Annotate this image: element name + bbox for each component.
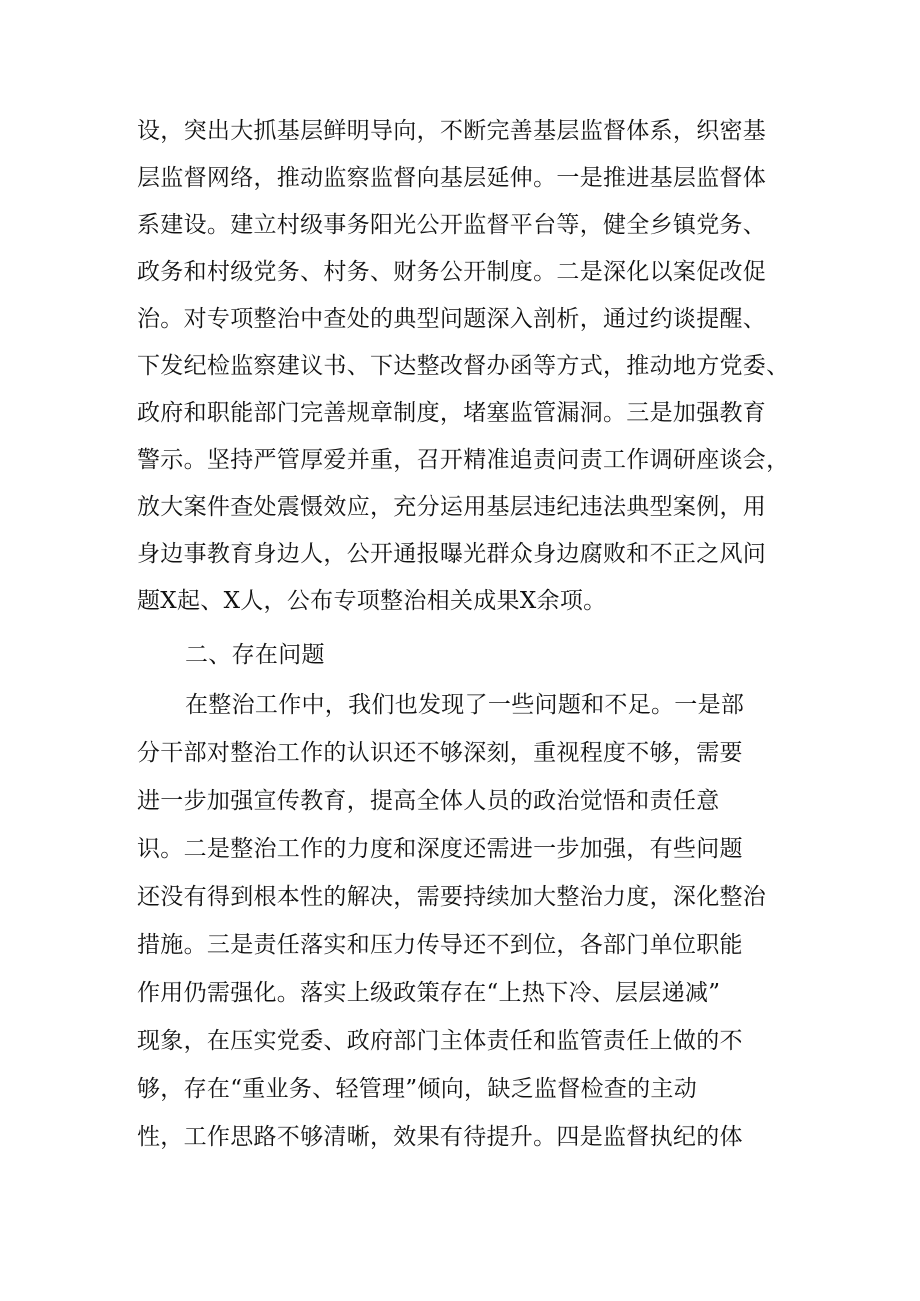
paragraph-2-line-1: 在整治工作中，我们也发现了一些问题和不足。一是部 bbox=[185, 692, 745, 718]
paragraph-2-line-2: 分干部对整治工作的认识还不够深刻，重视程度不够，需要 bbox=[137, 740, 743, 766]
section-heading: 二、存在问题 bbox=[185, 642, 325, 668]
paragraph-1-line-6: 下发纪检监察建议书、下达整改督办函等方式，推动地方党委、 bbox=[137, 353, 790, 379]
paragraph-1-line-4: 政务和村级党务、村务、财务公开制度。二是深化以案促改促 bbox=[137, 259, 767, 285]
paragraph-1-line-9: 放大案件查处震慑效应，充分运用基层违纪违法典型案例，用 bbox=[137, 494, 767, 520]
paragraph-1-line-8: 警示。坚持严管厚爱并重，召开精准追责问责工作调研座谈会， bbox=[137, 447, 790, 473]
paragraph-2-line-6: 措施。三是责任落实和压力传导还不到位，各部门单位职能 bbox=[137, 932, 743, 958]
paragraph-2-line-8: 现象，在压实党委、政府部门主体责任和监管责任上做的不 bbox=[137, 1028, 743, 1054]
paragraph-1-line-10: 身边事教育身边人，公开通报曝光群众身边腐败和不正之风问 bbox=[137, 541, 767, 567]
paragraph-2-line-3: 进一步加强宣传教育，提高全体人员的政治觉悟和责任意 bbox=[137, 788, 720, 814]
paragraph-1-line-11: 题X起、X人，公布专项整治相关成果X余项。 bbox=[137, 588, 607, 614]
paragraph-2-line-9: 够，存在“重业务、轻管理”倾向，缺乏监督检查的主动 bbox=[137, 1076, 698, 1102]
paragraph-2-line-4: 识。二是整治工作的力度和深度还需进一步加强，有些问题 bbox=[137, 836, 743, 862]
paragraph-2-line-10: 性，工作思路不够清晰，效果有待提升。四是监督执纪的体 bbox=[137, 1124, 743, 1150]
paragraph-1-line-1: 设，突出大抓基层鲜明导向，不断完善基层监督体系，织密基 bbox=[137, 118, 767, 144]
paragraph-1-line-3: 系建设。建立村级事务阳光公开监督平台等，健全乡镇党务、 bbox=[137, 212, 767, 238]
paragraph-2-line-5: 还没有得到根本性的解决，需要持续加大整治力度，深化整治 bbox=[137, 884, 767, 910]
paragraph-1-line-2: 层监督网络，推动监察监督向基层延伸。一是推进基层监督体 bbox=[137, 165, 767, 191]
paragraph-1-line-7: 政府和职能部门完善规章制度，堵塞监管漏洞。三是加强教育 bbox=[137, 400, 767, 426]
paragraph-2-line-7: 作用仍需强化。落实上级政策存在“上热下冷、层层递减” bbox=[137, 980, 721, 1006]
paragraph-1-line-5: 治。对专项整治中查处的典型问题深入剖析，通过约谈提醒、 bbox=[137, 306, 767, 332]
